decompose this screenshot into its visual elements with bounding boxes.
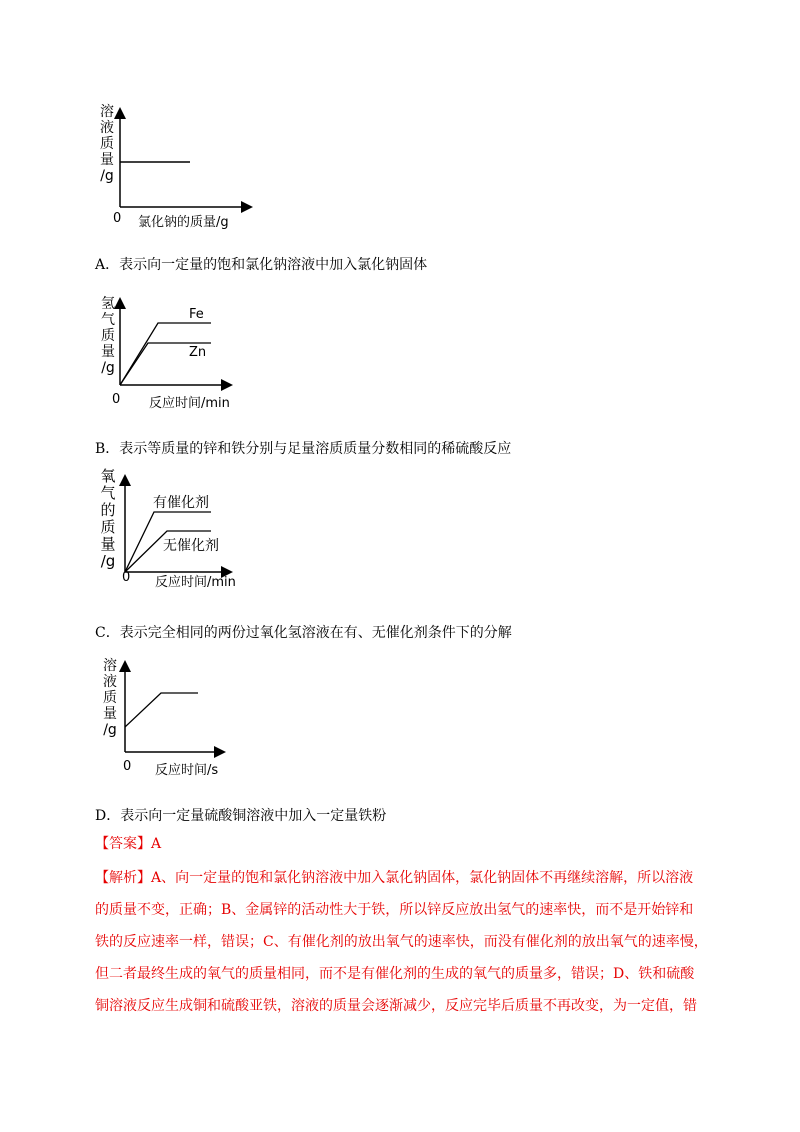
graph-d-x-label: 反应时间/s xyxy=(155,763,219,778)
graph-a-y-char: 液 xyxy=(100,120,114,136)
graph-b-x-label: 反应时间/min xyxy=(149,396,230,411)
graph-c-x-label: 反应时间/min xyxy=(155,575,236,590)
analysis-line: 但二者最终生成的氧气的质量相同，而不是有催化剂的生成的氧气的质量多，错误；D、铁和硫酸 xyxy=(95,966,695,982)
analysis-line: 铜溶液反应生成铜和硫酸亚铁，溶液的质量会逐渐减少，反应完毕后质量不再改变，为一定值，错 xyxy=(95,998,697,1014)
graph-c-y-char: 质 xyxy=(100,518,116,536)
graph-d-y-label xyxy=(100,658,120,738)
graph-b-y-char: /g xyxy=(101,360,115,376)
graph-a-y-label xyxy=(97,104,117,184)
graph-c-y-char: /g xyxy=(100,552,116,570)
graph-a-y-char: /g xyxy=(100,168,114,184)
graph-d-y-char: 溶 xyxy=(103,658,117,674)
graph-d-curve xyxy=(125,693,198,727)
graph-d-y-char: 质 xyxy=(103,690,117,706)
graph-c-label-no-catalyst: 无催化剂 xyxy=(163,538,219,554)
graph-b-origin: 0 xyxy=(112,392,121,407)
graph-d-origin: 0 xyxy=(123,759,132,774)
graph-b-label-fe: Fe xyxy=(189,307,204,322)
analysis-line: 【解析】A、向一定量的饱和氯化钠溶液中加入氯化钠固体，氯化钠固体不再继续溶解，所以溶液 xyxy=(95,870,694,886)
option-c: C．表示完全相同的两份过氧化氢溶液在有、无催化剂条件下的分解 xyxy=(95,625,512,641)
graph-c-y-char: 的 xyxy=(100,501,116,519)
graph-b-y-char: 质 xyxy=(101,328,115,344)
analysis-line: 铁的反应速率一样，错误；C、有催化剂的放出氧气的速率快，而没有催化剂的放出氧气的速率慢， xyxy=(95,934,708,950)
graph-c xyxy=(95,465,295,595)
option-d: D．表示向一定量硫酸铜溶液中加入一定量铁粉 xyxy=(95,808,387,824)
graph-d xyxy=(95,655,295,780)
graph-d-y-char: 量 xyxy=(103,706,117,722)
graph-c-origin: 0 xyxy=(122,570,131,585)
graph-a-y-char: 质 xyxy=(100,136,114,152)
graph-b-y-char: 气 xyxy=(101,312,115,328)
graph-a-y-char: 溶 xyxy=(100,104,114,120)
graph-c-label-catalyst: 有催化剂 xyxy=(153,495,209,511)
graph-c-y-char: 量 xyxy=(100,535,116,553)
analysis-line: 的质量不变，正确；B、金属锌的活动性大于铁，所以锌反应放出氢气的速率快，而不是开始锌和 xyxy=(95,902,694,918)
analysis xyxy=(95,862,725,1022)
option-b: B．表示等质量的锌和铁分别与足量溶质质量分数相同的稀硫酸反应 xyxy=(95,441,512,457)
graph-d-y-char: /g xyxy=(103,722,117,738)
option-a: A．表示向一定量的饱和氯化钠溶液中加入氯化钠固体 xyxy=(95,257,428,273)
graph-b-label-zn: Zn xyxy=(189,345,207,360)
graph-a xyxy=(95,100,295,230)
graph-c-y-char: 气 xyxy=(100,484,116,502)
graph-c-y-char: 氧 xyxy=(100,467,116,485)
graph-b-y-char: 量 xyxy=(101,344,115,360)
graph-d-y-char: 液 xyxy=(103,674,117,690)
graph-b-y-label xyxy=(98,296,118,376)
graph-a-origin: 0 xyxy=(113,211,122,226)
graph-b xyxy=(95,290,295,415)
graph-c-y-label xyxy=(98,468,118,570)
graph-a-x-label: 氯化钠的质量/g xyxy=(138,215,229,230)
graph-b-y-char: 氢 xyxy=(101,296,115,312)
graph-a-y-char: 量 xyxy=(100,152,114,168)
answer: 【答案】A xyxy=(95,836,162,852)
